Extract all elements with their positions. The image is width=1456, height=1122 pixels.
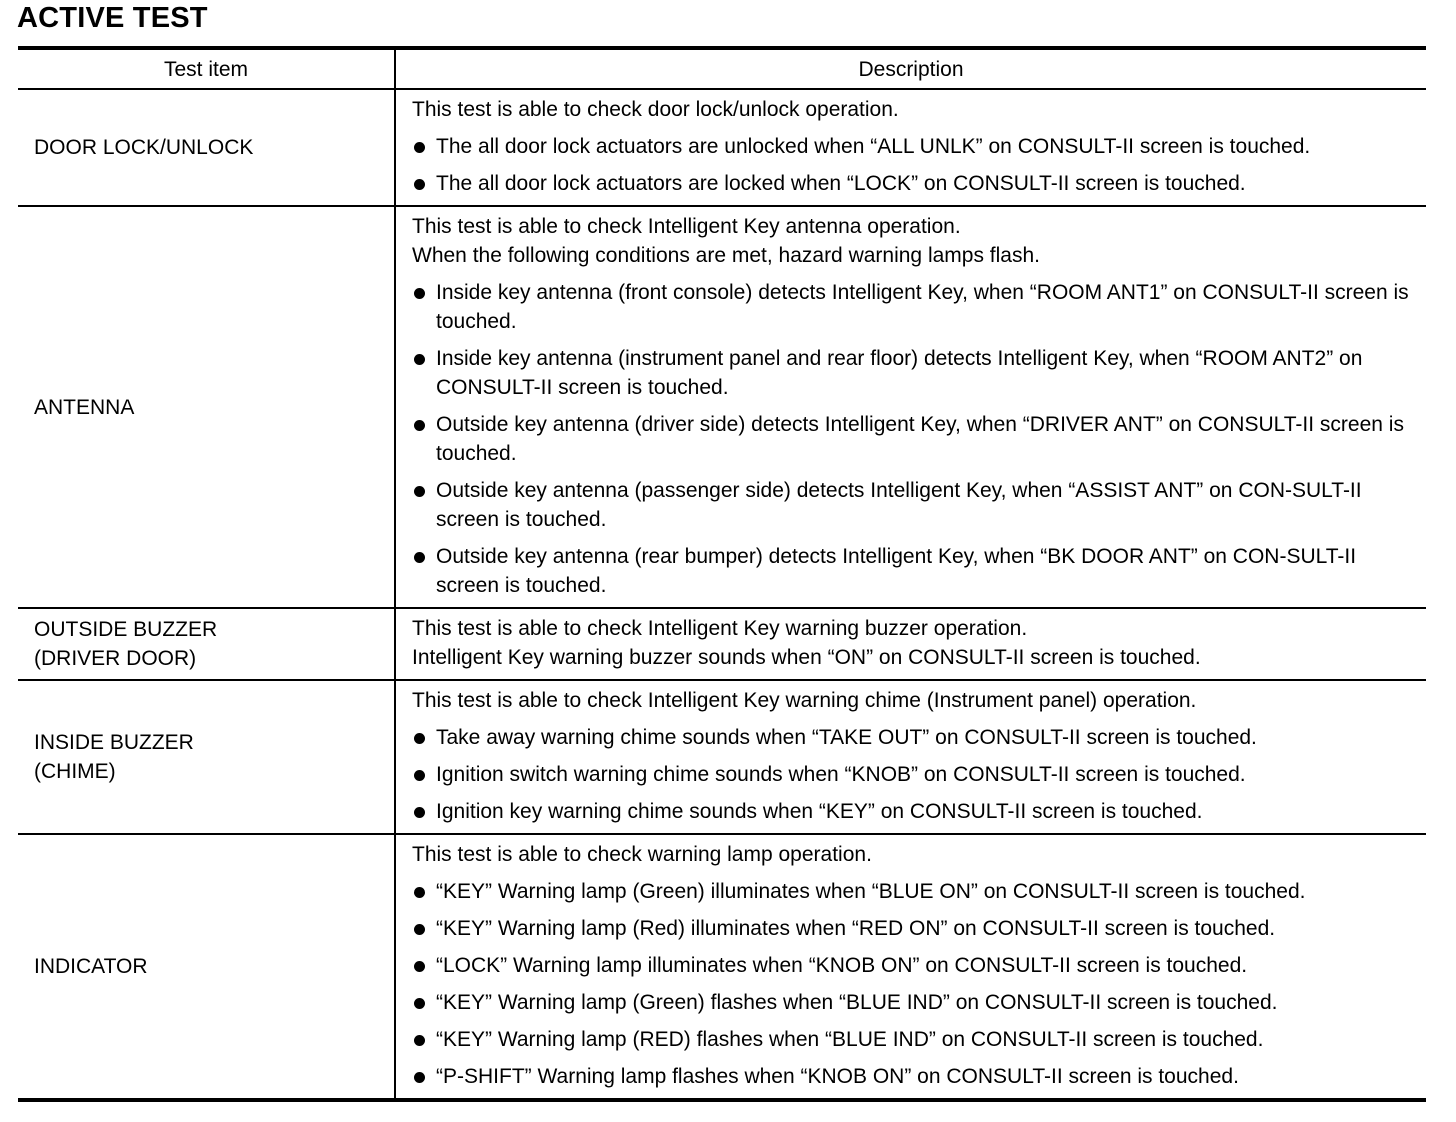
description-bullet-item: Outside key antenna (rear bumper) detects Intelligent Key, when “BK DOOR ANT” on CON-SULT-II screen is touched.	[412, 542, 1416, 600]
description-bullet-item: The all door lock actuators are locked when “LOCK” on CONSULT-II screen is touched.	[412, 169, 1416, 198]
active-test-table	[18, 46, 1426, 1102]
table-header-row	[18, 48, 1426, 89]
description-cell	[395, 680, 1426, 834]
test-item-cell: INSIDE BUZZER (CHIME)	[18, 680, 395, 834]
table-row	[18, 206, 1426, 608]
description-bullet-list	[412, 723, 1416, 826]
description-bullet-item: The all door lock actuators are unlocked when “ALL UNLK” on CONSULT-II screen is touched.	[412, 132, 1416, 161]
description-bullet-item: “KEY” Warning lamp (Red) illuminates when “RED ON” on CONSULT-II screen is touched.	[412, 914, 1416, 943]
table-row	[18, 608, 1426, 680]
test-item-cell: OUTSIDE BUZZER (DRIVER DOOR)	[18, 608, 395, 680]
header-description: Description	[395, 48, 1426, 89]
description-bullet-item: Inside key antenna (instrument panel and rear floor) detects Intelligent Key, when “ROOM ANT2” on CONSULT-II screen is touched.	[412, 344, 1416, 402]
description-bullet-item: Outside key antenna (passenger side) detects Intelligent Key, when “ASSIST ANT” on CON-SULT-II screen is touched.	[412, 476, 1416, 534]
table-row	[18, 89, 1426, 206]
description-intro: This test is able to check Intelligent Key warning chime (Instrument panel) operation.	[412, 689, 1197, 712]
description-cell	[395, 608, 1426, 680]
description-bullet-item: “KEY” Warning lamp (Green) flashes when “BLUE IND” on CONSULT-II screen is touched.	[412, 988, 1416, 1017]
description-bullet-item: Ignition switch warning chime sounds when “KNOB” on CONSULT-II screen is touched.	[412, 760, 1416, 789]
table-row	[18, 834, 1426, 1100]
description-intro: This test is able to check warning lamp operation.	[412, 843, 872, 866]
test-item-cell: INDICATOR	[18, 834, 395, 1100]
description-intro: This test is able to check Intelligent Key antenna operation. When the following conditions are met, hazard warning lamps flash.	[412, 215, 1040, 267]
test-item-cell: ANTENNA	[18, 206, 395, 608]
test-item-cell: DOOR LOCK/UNLOCK	[18, 89, 395, 206]
description-cell	[395, 206, 1426, 608]
description-bullet-item: Ignition key warning chime sounds when “KEY” on CONSULT-II screen is touched.	[412, 797, 1416, 826]
description-intro: This test is able to check Intelligent Key warning buzzer operation. Intelligent Key warning buzzer sounds when “ON” on CONSULT-II screen is touched.	[412, 617, 1201, 669]
description-bullet-list	[412, 877, 1416, 1091]
table-body	[18, 89, 1426, 1100]
active-test-table-wrap	[18, 46, 1426, 1102]
description-bullet-item: Outside key antenna (driver side) detects Intelligent Key, when “DRIVER ANT” on CONSULT-II screen is touched.	[412, 410, 1416, 468]
description-bullet-list	[412, 278, 1416, 600]
description-bullet-item: “P-SHIFT” Warning lamp flashes when “KNOB ON” on CONSULT-II screen is touched.	[412, 1062, 1416, 1091]
description-bullet-item: Take away warning chime sounds when “TAKE OUT” on CONSULT-II screen is touched.	[412, 723, 1416, 752]
description-cell	[395, 89, 1426, 206]
description-bullet-item: “KEY” Warning lamp (Green) illuminates when “BLUE ON” on CONSULT-II screen is touched.	[412, 877, 1416, 906]
table-row	[18, 680, 1426, 834]
header-test-item: Test item	[18, 48, 395, 89]
description-bullet-item: Inside key antenna (front console) detects Intelligent Key, when “ROOM ANT1” on CONSULT-II screen is touched.	[412, 278, 1416, 336]
description-intro: This test is able to check door lock/unlock operation.	[412, 98, 899, 121]
description-cell	[395, 834, 1426, 1100]
description-bullet-item: “LOCK” Warning lamp illuminates when “KNOB ON” on CONSULT-II screen is touched.	[412, 951, 1416, 980]
description-bullet-list	[412, 132, 1416, 198]
description-bullet-item: “KEY” Warning lamp (RED) flashes when “BLUE IND” on CONSULT-II screen is touched.	[412, 1025, 1416, 1054]
page-title: ACTIVE TEST	[17, 2, 208, 34]
